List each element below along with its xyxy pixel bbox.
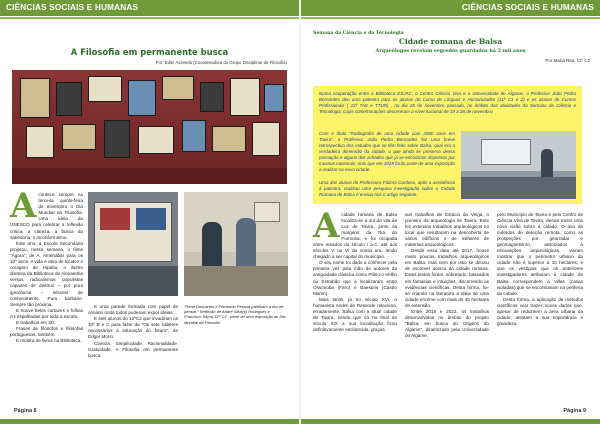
footer-bar	[0, 419, 299, 424]
paragraph: pelo Município de Tavira e pelo Centro de Ciência Viva de Tavira, vieram trazer uma nova visão sobre a cidade. O uso de métodos de deteção remota, como as prospeções por georradar e geomagnetismo, associados à escavações arqueológicas, vieram mostrar que o perímetro urbano da cidade não é superior a 10 hectares, e que os vestígios que os anteriores investigadores atribuíam à cidade de Balsa correspondem a villas (casas isoladas) que se encontravam na periferia da cidade.	[497, 212, 583, 296]
intro-paragraph: Uma das alunas do Professora Fátima Cardoso, após a assistência à palestra, realizou uma pesquisa investigação sobre a Cidade Romana de Balsa e enviou-nos o artigo seguinte.	[319, 180, 455, 197]
intro-highlight-box	[313, 86, 582, 204]
article-column-2	[405, 212, 489, 339]
classroom-photo	[184, 192, 288, 296]
paragraph: Este ano, a Escola Secundária projetou, nessa semana, o filme "Ágora", de A. Amenábar para os 10º anos. A vida e obra de lúcidez e coragem de Hipátia, a ilustre diretora da Biblioteca de Alexandria versus radicalismos populistas capazes de destruir – por pura ignorância – séculos de conhecimento. Pura barbárie. Sempre tão próxima.	[10, 240, 83, 307]
paragraph: E mostra de livros na Biblioteca.	[16, 338, 82, 344]
left-page	[0, 0, 299, 424]
exhibition-wall-photo	[12, 70, 287, 184]
paragraph: E trabalhos em 3D.	[16, 319, 56, 325]
paragraph: E uma parede formada com papel de cenário onde todos puderam expor ideias.	[88, 304, 178, 316]
paragraph: Mais tarde, já no século XVI, o humanista André de Resende relaciona, erradamente, Balsa com a atual cidade de Tavira, sendo que só no final do século XIX a sua localização ficou definitivamente esclarecida, graças	[313, 296, 397, 332]
article-subheadline: Arqueólogos revelam segredos guardados há 2 mil anos	[375, 48, 526, 54]
article-title: A Filosofia em permanente busca	[70, 47, 229, 57]
paragraph: contece sempre na terceira quinta-feira de novembro o Dia Mundial da Filosofia. Uma ideia da UNESCO para celebrar a reflexão crítica, a clareza, a busca da sabedoria, o inconformismo.	[10, 192, 83, 240]
paragraph: Desta forma, a aplicação de métodos científicos veio trazer novos dados que, apesar de reduzirem a área urbana da cidade, atestam a sua importância e grandeza.	[497, 296, 583, 326]
footer-bar	[301, 419, 600, 424]
page-number: Página 9	[563, 408, 586, 414]
article-headline: Cidade romana de Balsa	[398, 37, 503, 46]
header-rule	[0, 17, 299, 19]
article-column-1	[313, 206, 397, 333]
section-header: CIÊNCIAS SOCIAIS E HUMANAS	[301, 0, 600, 16]
article-column-1	[10, 186, 83, 344]
paragraph: Clareza. Simplicidade. Racionalidade. Gratuidade. A Filosofia em permanente busca.	[88, 340, 178, 358]
right-page	[301, 0, 600, 424]
byline: Por: Edite Azevedo (Coordenadora do Grupo Disciplinar de Filosofia)	[155, 60, 287, 65]
intro-paragraph: Numa cooperação entre a Biblioteca ESJAC, o Centro Ciência Viva e a Universidade do Algarve, o Professor João Pedro Bernardes deu uma palestra para os alunos do Curso de Línguas e Humanidades (11º C1 e 2) e os alunos de Cursos Profissionais ( 12º TAE e TTUR) , no dia 25 de novembro passado, no âmbito das atividades da Semana da Ciência e Tecnologia, cujas comemorações decorreram a nível nacional de 19 a 26 de novembro.	[319, 91, 576, 114]
paragraph: Frases de filósofos e filósofas portuguesas, também.	[10, 326, 83, 338]
paragraph: E houve belos cartazes e folhas A4 espalhadas por toda a escola.	[10, 307, 83, 319]
intro-paragraph: Com o título "Radiografia de uma cidade com 2000 anos em Tavira", o Professor João Pedro Bernardes fez uma breve retrospectiva dos estudos que se têm feito sobre Balsa, qual era a verdadeira dimensão da cidade, o que ainda se preserva dessa povoação e alguns dos achados que já se encontram dispersos por museus nacionais, mas que em 2019 farão parte de uma exposição a realizar na nova cidade.	[319, 131, 455, 172]
drop-cap: A	[10, 186, 37, 226]
lecture-photo	[461, 131, 576, 199]
article-column-2	[88, 304, 178, 359]
paragraph: Desde essa data até 2017, houve muito poucos trabalhos arqueológicos em Balsa, mas nem por isso se deixou de escrever acerca da cidade romana. Estes textos foram, sobretudo, baseados em fantasias e intuições, discorrendo as evidências científicas. Desta forma, foi-se criando na literatura a ideia de uma cidade enorme com mais de 45 hectares de extensão.	[405, 248, 489, 308]
section-header: CIÊNCIAS SOCIAIS E HUMANAS	[0, 0, 299, 16]
paragraph: aos trabalhos de Estácio da Veiga, o pioneiro da arqueologia de Tavira. Este fez extensos trabalhos arqueológicos no local que resultaram na descoberta de vários edifícios e de milhares de materiais arqueológicos.	[405, 212, 489, 248]
paragraph: Entre 2018 e 2022, os trabalhos desenvolvidos no âmbito do projeto "Balsa, em busca do Origens do Algarve", dinamizado pela Universidade do Algarve,	[405, 308, 489, 338]
page-number: Página 8	[14, 408, 37, 414]
paragraph: cidade romana de Balsa localiza-se a sul da vila de Luz de Tavira, junto às margens da Ria da Formosa, e foi ocupada entre meados do século I a.C. até aos séculos V ou VI da nossa era, tendo chegado a ser capital do município.	[313, 212, 397, 260]
drop-cap: A	[313, 206, 340, 246]
paragraph: O seu nome foi dado a conhecer pela primeira vez pela mão de autores da antiguidade clássica como Plínio-o-Velho ou Estrabão que a localizaram entre Ossonoba (Faro) e Baesuris (Castro Marim).	[313, 260, 397, 296]
byline: Por Maria Rita, 11º C2	[545, 58, 590, 63]
paragraph: E seis alunos do 12ºC2 que invadiram os 10º B e C para fazer de "Os sete saberes necessários à educação do futuro", de Edgar Morin.	[88, 316, 178, 340]
photo-caption: "René Descartes e Fernando Pessoa partilham a dor de pensar." Reflexão de André Silva(c) Rodrigues e Francisco Sá(m) 12º C2 - parte de uma exposição do Dia Mundial da Filosofia.	[184, 304, 286, 325]
article-column-3	[497, 212, 583, 327]
students-exhibit-photo	[88, 192, 178, 296]
header-rule	[301, 17, 600, 19]
kicker: Semana da Ciência e da Tecnologia	[313, 31, 404, 36]
